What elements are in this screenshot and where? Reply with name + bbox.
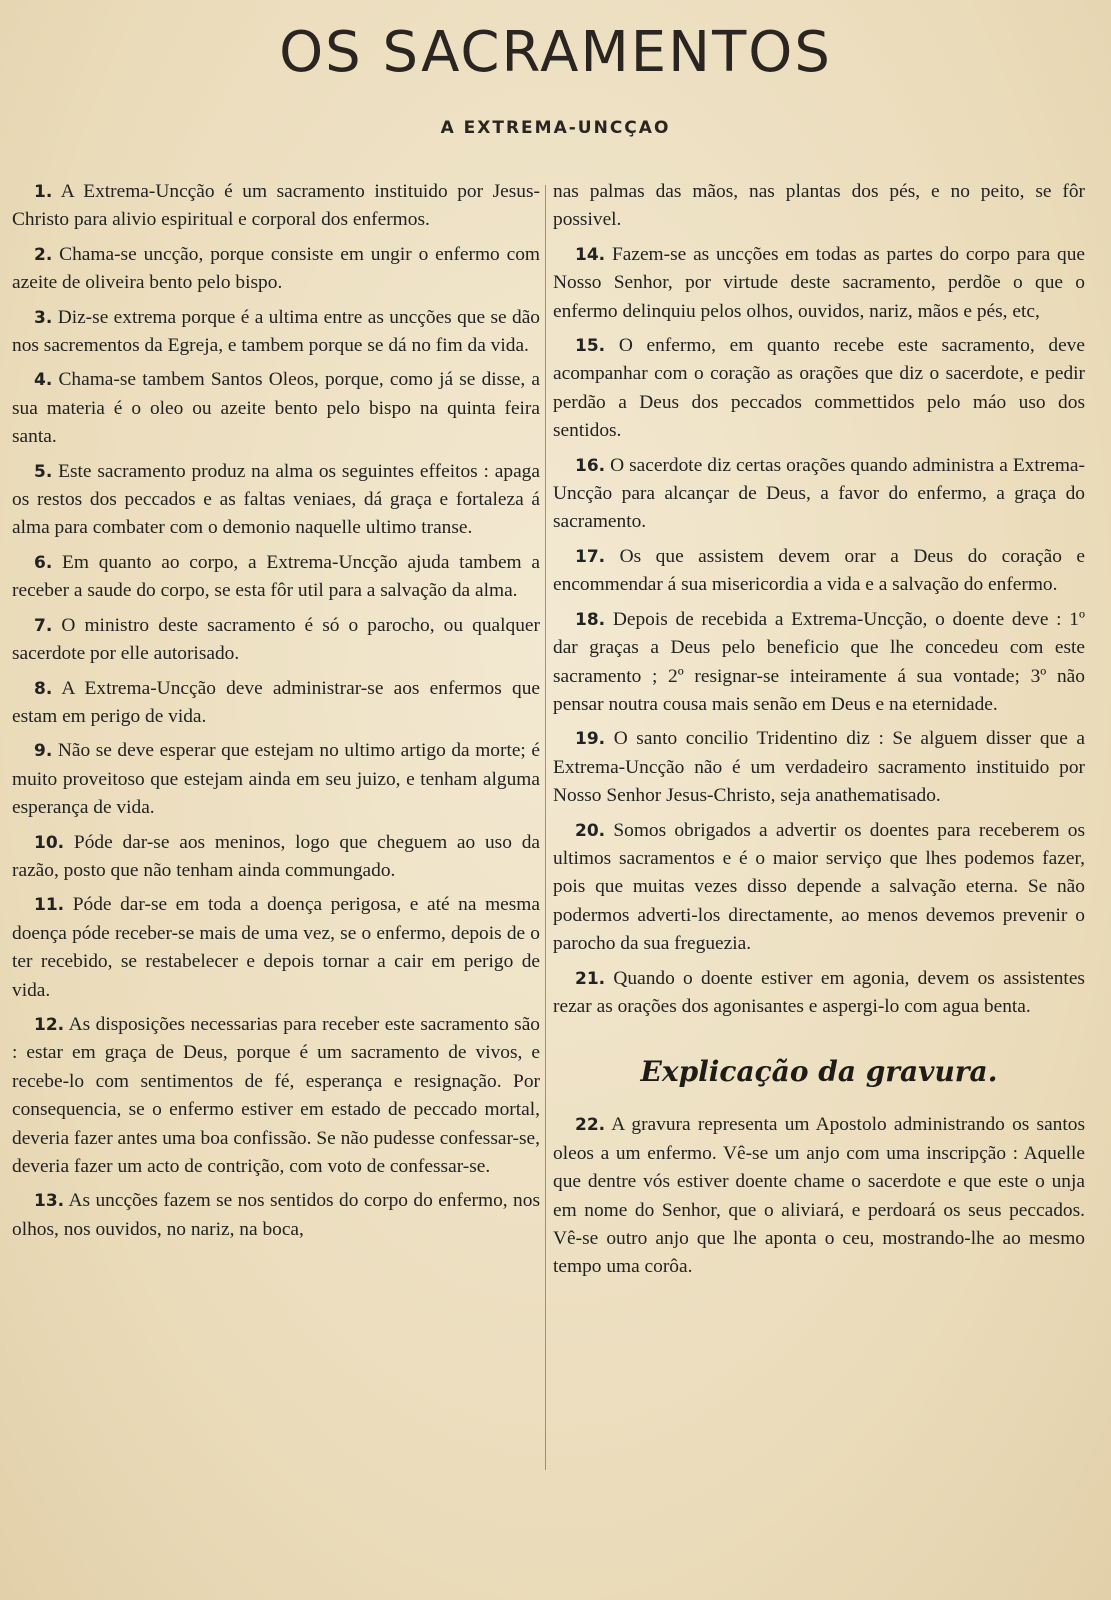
paragraph-number: 8. (34, 678, 53, 699)
paragraph-number: 18. (575, 609, 606, 630)
paragraph (553, 543, 1085, 600)
paragraph (12, 891, 540, 1005)
paragraph-text: As uncções fazem se nos sentidos do corpo do enfermo, nos olhos, nos ouvidos, no nariz, na boca, (12, 1190, 540, 1240)
paragraph-text: O ministro deste sacramento é só o parocho, ou qualquer sacerdote por elle autorisado. (12, 614, 540, 665)
paragraph (12, 304, 540, 361)
paragraph-number: 4. (34, 370, 53, 391)
paragraph (553, 332, 1085, 446)
paragraph-number: 1. (34, 182, 53, 202)
paragraph-number: 11. (34, 895, 65, 916)
section-heading: Explicação da gravura. (640, 1055, 998, 1089)
paragraph-text: A Extrema-Uncção é um sacramento instituido por Jesus-Christo para alivio espiritual e corporal dos enfermos. (12, 181, 540, 231)
paragraph-number: 20. (575, 820, 606, 841)
paragraph-text: Em quanto ao corpo, a Extrema-Uncção ajuda tambem a receber a saude do corpo, se esta fôr util para a salvação da alma. (12, 551, 540, 602)
paragraph-text: Este sacramento produz na alma os seguintes effeitos : apaga os restos dos peccados e as faltas veniaes, dá graça e fortaleza á alma para combater com o demonio naquelle ultimo transe. (12, 460, 540, 539)
page-title: OS SACRAMENTOS (279, 20, 832, 85)
paragraph-number: 13. (34, 1191, 65, 1212)
paragraph (12, 612, 540, 669)
paragraph-number: 14. (575, 244, 606, 265)
paragraph (12, 458, 540, 543)
right-column (553, 178, 1085, 1288)
paragraph-text: Os que assistem devem orar a Deus do coração e encommendar á sua misericordia a vida e a salvação do enfermo. (553, 545, 1085, 596)
paragraph (553, 965, 1085, 1022)
paragraph (12, 1011, 540, 1181)
paragraph-number: 16. (575, 455, 606, 476)
paragraph-text: Fazem-se as uncções em todas as partes do corpo para que Nosso Senhor, por virtude deste sacramento, perdõe o que o enfermo delinquiu pelos olhos, ouvidos, nariz, mãos e pés, etc, (553, 243, 1085, 322)
paragraph-text: O enfermo, em quanto recebe este sacramento, deve acompanhar com o coração as orações que diz o sacerdote, e pedir perdão a Deus dos peccados commettidos pelo máo uso dos sentidos. (553, 335, 1085, 442)
paragraph-text: Chama-se uncção, porque consiste em ungir o enfermo com azeite de oliveira bento pelo bispo. (12, 243, 540, 294)
paragraph-number: 21. (575, 968, 606, 989)
paragraph-text: Póde dar-se em toda a doença perigosa, e até na mesma doença póde receber-se mais de uma vez, se o enfermo, depois de o ter recebido, se restabelecer e depois tornar a cair em perigo de vida. (12, 894, 540, 1001)
paragraph-text: Não se deve esperar que estejam no ultimo artigo da morte; é muito proveitoso que estejam ainda em seu juizo, e tenham alguma esperança de vida. (12, 740, 540, 819)
paragraph (12, 241, 540, 298)
paragraph-text: A Extrema-Uncção deve administrar-se aos enfermos que estam em perigo de vida. (12, 677, 540, 727)
paragraph (12, 549, 540, 606)
paragraph-number: 22. (575, 1115, 606, 1136)
paragraph-text: As disposições necessarias para receber este sacramento são : estar em graça de Deus, porque é um sacramento de vivos, e recebe-lo com sentimentos de fé, esperança e resignação. Por consequencia, se o enfermo estiver em estado de peccado mortal, deveria fazer antes uma boa confissão. Se não pudesse confessar-se, deveria fazer um acto de contrição, com voto de confessar-se. (12, 1013, 540, 1177)
paragraph-number: 5. (34, 461, 53, 482)
paragraph (553, 1111, 1085, 1281)
paragraph-text: A gravura representa um Apostolo administrando os santos oleos a um enfermo. Vê-se um anjo com uma inscripção : Aquelle que dentre vós estiver doente chame o sacerdote e que este o unja em nome do Senhor, que o aliviará, e perdoará os seus peccados. Vê-se outro anjo que lhe aponta o ceu, mostrando-lhe ao mesmo tempo uma corôa. (553, 1114, 1085, 1278)
paragraph-number: 3. (34, 307, 53, 328)
paragraph (553, 606, 1085, 720)
paragraph-text: O santo concilio Tridentino diz : Se alguem disser que a Extrema-Uncção não é um verdadeiro sacramento instituido por Nosso Senhor Jesus-Christo, seja anathematisado. (553, 728, 1085, 807)
paragraph-number: 17. (575, 546, 606, 567)
paragraph-text: Depois de recebida a Extrema-Uncção, o doente deve : 1º dar graças a Deus pelo beneficio que lhe concedeu com este sacramento ; 2º resignar-se inteiramente á sua vontade; 3º não pensar noutra cousa mais senão em Deus e na eternidade. (553, 608, 1085, 715)
paragraph (553, 725, 1085, 810)
paragraph-number: 12. (34, 1014, 65, 1035)
paragraph-text: Diz-se extrema porque é a ultima entre as uncções que se dão nos sacrementos da Egreja, e tambem porque se dá no fim da vida. (12, 306, 540, 357)
paragraph-number: 10. (34, 832, 65, 853)
paragraph (12, 675, 540, 732)
paragraph (12, 366, 540, 451)
paragraph-text: Quando o doente estiver em agonia, devem os assistentes rezar as orações dos agonisantes e aspergi-lo com agua benta. (553, 967, 1085, 1017)
paragraph-number: 19. (575, 729, 606, 750)
paragraph (12, 1187, 540, 1244)
paragraph-text: Somos obrigados a advertir os doentes para receberem os ultimos sacramentos e é o maior serviço que lhes podemos fazer, pois que muitas vezes disso depende a salvação eterna. Se não podermos adverti-los directamente, ao menos devemos prevenir o parocho da sua freguezia. (553, 819, 1085, 955)
paragraph (553, 452, 1085, 537)
paragraph-number: 6. (34, 552, 53, 573)
paragraph-continuation: nas palmas das mãos, nas plantas dos pés, e no peito, se fôr possivel. (553, 181, 1085, 231)
paragraph (12, 737, 540, 822)
left-column (12, 178, 540, 1250)
paragraph (553, 817, 1085, 959)
paragraph (12, 829, 540, 886)
paragraph (553, 241, 1085, 326)
paragraph-text: Póde dar-se aos meninos, logo que cheguem ao uso da razão, posto que não tenham ainda commungado. (12, 831, 540, 881)
paragraph (12, 178, 540, 235)
paragraph-number: 7. (34, 615, 53, 636)
column-divider (545, 185, 546, 1470)
paragraph-text: Chama-se tambem Santos Oleos, porque, como já se disse, a sua materia é o oleo ou azeite bento pelo bispo na quinta feira santa. (12, 369, 540, 448)
paragraph-number: 2. (34, 244, 53, 265)
paragraph-number: 15. (575, 336, 606, 357)
paragraph-text: O sacerdote diz certas orações quando administra a Extrema-Uncção para alcançar de Deus, a favor do enfermo, a graça do sacramento. (553, 454, 1085, 533)
paragraph-number: 9. (34, 741, 53, 762)
section-subtitle: A EXTREMA-UNCÇAO (440, 118, 671, 138)
